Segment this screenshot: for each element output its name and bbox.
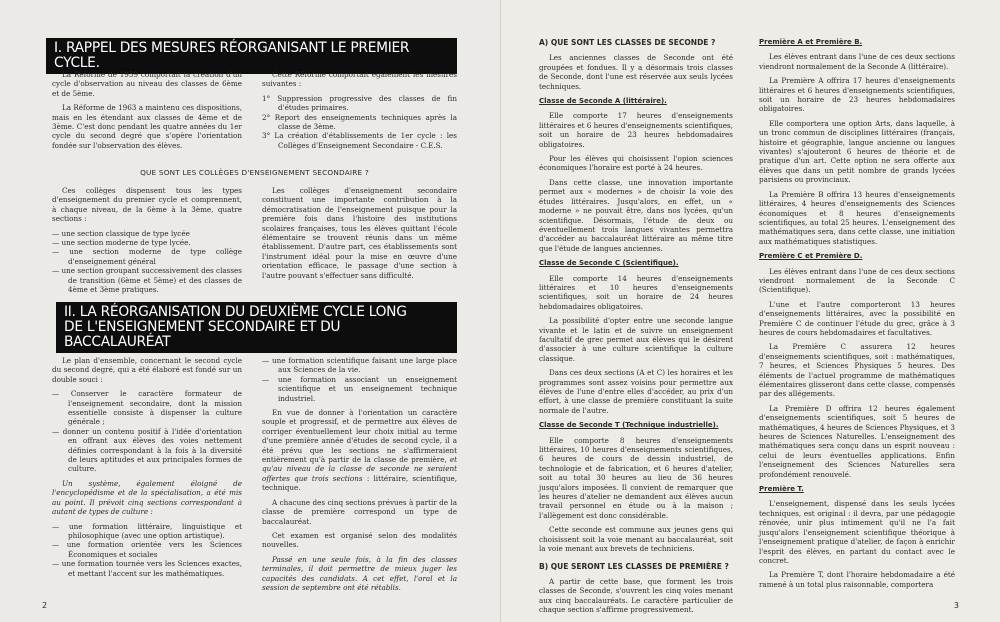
page-right xyxy=(500,0,1000,622)
formations-list-continued xyxy=(262,356,457,403)
sections-list xyxy=(52,229,242,295)
paragraph: Dans cette classe, une innovation importante permet aux « modernes » de choisir la voie des études littéraires. Jusqu'alors, en effet, un « moderne » ne pouvait être, dans nos lycées, qu'un scientifique. Désormais, l'étude de deux ou éventuellement trois langues vivantes permettra d'accéder au baccalauréat littéraire au même titre que l'étude de langues anciennes. xyxy=(539,177,733,253)
paragraph-italic: Passé en une seule fois, à la fin des classes terminales, il doit permettre de mieux juger les capacités des candidats. A cet effet, l'oral et la session de septembre ont été rétablis. xyxy=(262,554,457,592)
ces-subheading: QUE SONT LES COLLÈGES D'ENSEIGNEMENT SECONDAIRE ? xyxy=(140,168,369,177)
intro-column-1 xyxy=(52,70,242,155)
paragraph: Elle comporte 8 heures d'enseignements littéraires, 10 heures d'enseignements scientifiques, 6 heures de cours de dessin industriel, de technologie et de fabrication, et 6 heures d'atelier, soit au total 30 heures au lieu de 36 heures jusqu'alors imposées. Il convient de remarquer que les heures d'atelier ne demandent aux élèves aucun travail personnel en étude ou à la maison ; l'allègement est donc considérable. xyxy=(539,435,733,520)
section-1-title xyxy=(46,38,457,74)
section-2-title-line-1: II. LA RÉORGANISATION DU DEUXIÈME CYCLE LONG xyxy=(64,304,407,320)
paragraph xyxy=(262,408,457,493)
section-1-title-text: I. RAPPEL DES MESURES RÉORGANISANT LE PREMIER CYCLE. xyxy=(54,40,410,71)
paragraph: Les collèges d'enseignement secondaire constituent une importante contribution à la démocratisation de l'enseignement puisque pour la première fois dans l'histoire des institutions scolaires françaises, tous les élèves quittant l'école élémentaire se trouvent réunis dans un même établissement. D'autre part, ces établissements sont l'instrument idéal pour la mise en œuvre d'une orientation efficace, le passage d'une section à l'autre pouvant s'effectuer sans difficulté. xyxy=(262,186,457,280)
list-item: — une formation orientée vers les Sciences Économiques et sociales xyxy=(52,540,242,559)
paragraph: Pour les élèves qui choisissent l'opion sciences économiques l'horaire est porté à 24 heures. xyxy=(539,154,733,173)
paragraph: Le plan d'ensemble, concernant le second cycle du second degré, qui a été élaboré est fondé sur un double souci : xyxy=(52,356,242,384)
list-item: — une section moderne de type lycée. xyxy=(52,238,191,248)
paragraph: A chacune des cinq sections prévues à partir de la classe de première correspond un type de baccalauréat. xyxy=(262,497,457,526)
list-item: — une formation tournée vers les Sciences exactes, et mettant l'accent sur les mathématiques. xyxy=(52,559,242,578)
text-span-italic: et qu'au niveau de la classe de seconde ne seraient offertes que trois sections xyxy=(262,455,457,483)
paragraph: Elle comporte 17 heures d'enseignements littéraires et 6 heures d'enseignements scientifiques, soit un horaire de 23 heures hebdomadaires obligatoires. xyxy=(539,111,733,149)
paragraph: Elle comportera une option Arts, dans laquelle, à un tronc commun de disciplines littéraires (français, histoire et géographie, langue ancienne ou langues vivantes) s'ajouteront 6 heures de théorie et de pratique d'un art. Cette option ne sera offerte aux élèves que dans un petit nombre de grands lycées parisiens ou provinciaux. xyxy=(759,118,955,185)
section-2-title xyxy=(56,302,457,353)
section-2-column-2 xyxy=(262,356,457,597)
paragraph: La Première D offrira 12 heures également d'enseignements scientifiques, soit 5 heures de mathématiques, 4 heures de Sciences Physiques, et 3 heures de Sciences Naturelles. L'enseignement des mathématiques sera conçu dans un esprit nouveau : celui de leurs éventuelles applications. Enfin l'enseignement des Sciences Naturelles sera profondément renouvelé. xyxy=(759,403,955,479)
heading-seconde-t: Classe de Seconde T (Technique industrielle). xyxy=(539,421,719,430)
list-item: — donner un contenu positif à l'idée d'orientation en offrant aux élèves des voies nettement définies correspondant à la fois à la diversité de leurs aptitudes et aux principales formes de culture. xyxy=(52,426,242,474)
list-item: 1° Suppression progressive des classes de fin d'études primaires. xyxy=(262,93,457,113)
paragraph: La Première T, dont l'horaire hebdomadaire a été ramené à un total plus raisonnable, comportera xyxy=(759,570,955,589)
right-column-2 xyxy=(759,38,955,594)
page-number: 3 xyxy=(953,601,959,610)
heading-premiere-cd: Première C et Première D. xyxy=(759,252,863,261)
list-item: — une section groupant successivement des classes de transition (6ème et 5ème) et des classes de 4ème et 3ème pratiques. xyxy=(52,266,242,295)
paragraph: La Première C assurera 12 heures d'enseignements scientifiques, soit : mathématiques, 7 heures, et Sciences Physiques 5 heures. Des éléments de l'actuel programme de mathématiques élémentaires glisseront dans cette classe, compensés par des allégements. xyxy=(759,342,955,399)
section-2-column-1 xyxy=(52,356,242,583)
page-number: 2 xyxy=(42,601,48,610)
paragraph: Elle comporte 14 heures d'enseignements littéraires et 10 heures d'enseignements scientifiques, soit un horaire de 24 heures hebdomadaires obligatoires. xyxy=(539,273,733,311)
heading-b: B) QUE SERONT LES CLASSES DE PREMIÈRE ? xyxy=(539,561,729,571)
paragraph: Cette seconde est commune aux jeunes gens qui choisissent soit la voie menant au baccalauréat, soit la voie menant aux brevets de techniciens. xyxy=(539,525,733,554)
formations-list xyxy=(52,522,242,578)
goals-list xyxy=(52,389,242,474)
intro-column-2 xyxy=(262,70,457,155)
heading-premiere-t: Première T. xyxy=(759,485,804,494)
list-item: — une section moderne de type collège d'enseignement général xyxy=(52,247,242,266)
paragraph: Ces collèges dispensent tous les types d'enseignement du premier cycle et comprennent, à chaque niveau, de la 6ème à la 3ème, quatre sections : xyxy=(52,186,242,224)
paragraph: L'enseignement, dispensé dans les seuls lycées techniques, est original : il devra, par une pédagogie rénovée, unir plus intimement qu'il ne l'a fait jusqu'alors l'enseignement scientifique théorique à l'enseignement pratique d'atelier, de façon à enrichir l'esprit des élèves, en partant du contact avec le concret. xyxy=(759,499,955,565)
paragraph: Dans ces deux sections (A et C) les horaires et les programmes sont assez voisins pour permettre aux élèves de l'une d'entre elles d'accéder, au prix d'un effort, à une classe de première constituant la suite normale de l'autre. xyxy=(539,368,733,415)
paragraph: Cette Réforme comportait également les mesures suivantes : xyxy=(262,70,457,89)
list-item: 3° La création d'établissements de 1er cycle : les Collèges d'Enseignement Secondaire - C.E.S. xyxy=(262,131,457,150)
paragraph: La Réforme de 1963 a maintenu ces dispositions, mais en les étendant aux classes de 4ème et de 3ème. C'est donc pendant les quatre années du 1er cycle du second degré que s'opère l'orientation fondée sur l'observation des élèves. xyxy=(52,103,242,150)
heading-seconde-a: Classe de Seconde A (littéraire). xyxy=(539,97,667,106)
text-span: : littéraire, scientifique, technique. xyxy=(262,473,458,493)
paragraph: L'une et l'autre comporteront 13 heures d'enseignements littéraires, avec la possibilité en Première C de continuer l'étude du grec, grâce à 3 heures de cours hebdomadaires et facultatives. xyxy=(759,299,955,337)
paragraph: La Première B offrira 13 heures d'enseignements littéraires, 4 heures d'enseignements des Sciences économiques et 8 heures d'enseignements scientifiques, au total 25 heures. L'enseignement des mathématiques sera, dans cette classe, une initiation aux mathématiques statistiques. xyxy=(759,189,955,246)
list-item: — Conserver le caractère formateur de l'enseignement secondaire, dont la mission essentielle consiste à dispenser la culture générale ; xyxy=(52,389,242,427)
heading-seconde-c: Classe de Seconde C (Scientifique). xyxy=(539,259,679,268)
list-item: — une section classique de type lycée xyxy=(52,228,190,238)
text-span: En vue de donner à l'orientation un caractère souple et progressif, et de permettre aux élèves de corriger éventuellement leur choix initial au terme d'une première année d'études de second cycle, il a été prévu que les sections ne s'affirmeraient entièrement qu'à partir de la classe de première, xyxy=(262,408,457,465)
list-item: — une formation scientifique faisant une large place aux Sciences de la vie. xyxy=(262,356,457,375)
list-item: 2° Report des enseignements techniques après la classe de 3ème. xyxy=(262,112,457,132)
paragraph: Les anciennes classes de Seconde ont été groupées et fondues. Il y a désormais trois classes de Seconde, dont l'une est réservée aux seuls lycées techniques. xyxy=(539,53,733,91)
paragraph: A partir de cette base, que forment les trois classes de Seconde, s'ouvrent les cinq voies menant aux cinq baccalauréats. Le caractère particulier de chaque section s'affirme progressivement. xyxy=(539,576,733,615)
paragraph: Cet examen est organisé selon des modalités nouvelles. xyxy=(262,530,457,550)
heading-premiere-ab: Première A et Première B. xyxy=(759,38,863,46)
paragraph: Les élèves entrant dans l'une de ces deux sections viendront normalement de la Seconde A (littéraire). xyxy=(759,52,955,71)
measures-list xyxy=(262,94,457,150)
list-item: — une formation associant un enseignement scientifique et un enseignement technique industriel. xyxy=(262,374,457,403)
list-item: — une formation littéraire, linguistique et philosophique (avec une option artistique). xyxy=(52,521,242,540)
heading-a: A) QUE SONT LES CLASSES DE SECONDE ? xyxy=(539,38,716,47)
right-column-1 xyxy=(539,38,733,620)
paragraph: La possibilité d'opter entre une seconde langue vivante et le latin et de suivre un enseignement facultatif de grec permet aux élèves qui le désirent d'associer à une culture scientifique la culture classique. xyxy=(539,316,733,363)
paragraph: Les élèves entrant dans l'une de ces deux sections viendront normalement de la Seconde C (Scientifique). xyxy=(759,266,955,295)
paragraph-italic: Un système, également éloigné de l'encyclopédisme et de la spécialisation, a été mis au point. Il prévoit cinq sections correspondant à autant de types de culture : xyxy=(52,478,242,517)
ces-column-2 xyxy=(262,186,457,285)
ces-column-1 xyxy=(52,186,242,299)
paragraph: La Première A offrira 17 heures d'enseignements littéraires et 6 heures d'enseignements scientifiques, soit un horaire de 23 heures hebdomadaires obligatoires. xyxy=(759,76,955,114)
paragraph: La Réforme de 1959 comportait la création d'un cycle d'observation au niveau des classes de 6ème et de 5ème. xyxy=(52,70,242,98)
section-2-title-line-2: DE L'ENSEIGNEMENT SECONDAIRE ET DU BACCALAURÉAT xyxy=(64,319,341,350)
